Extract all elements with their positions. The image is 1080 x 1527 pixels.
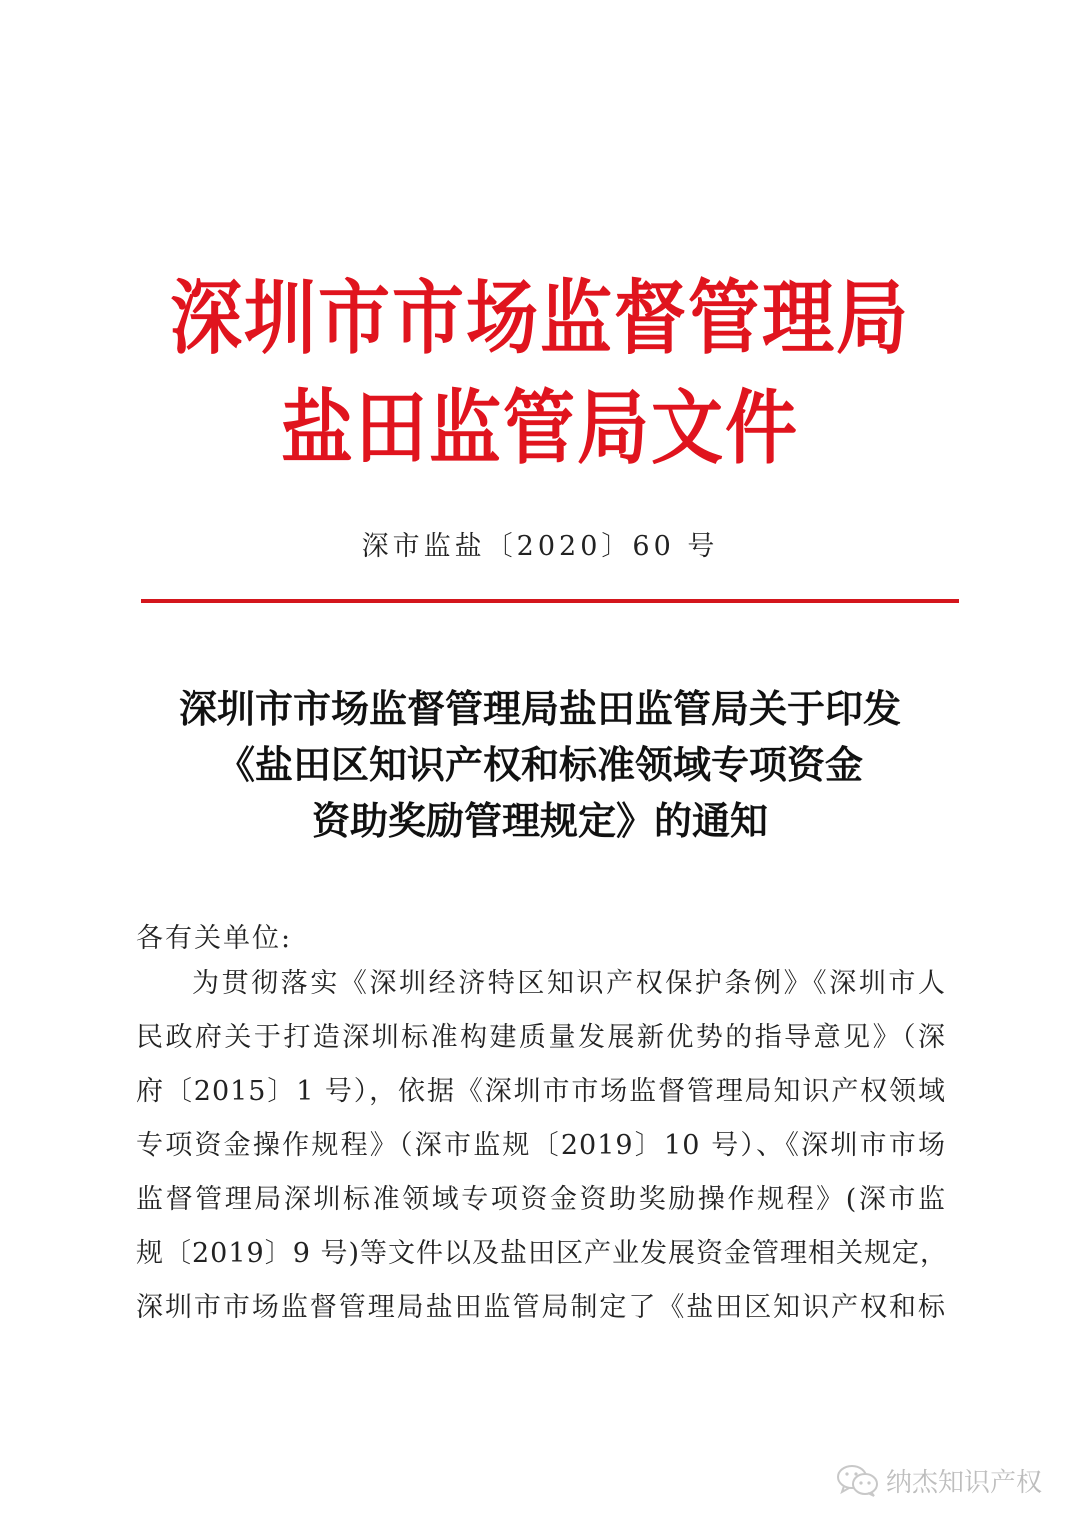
body-line: 为贯彻落实《深圳经济特区知识产权保护条例》《深圳市人 [192, 968, 946, 999]
body-line: 监督管理局深圳标准领域专项资金资助奖励操作规程》(深市监 [136, 1184, 946, 1215]
red-divider [141, 599, 959, 603]
wechat-icon [836, 1464, 880, 1498]
document-number: 深市监盐〔2020〕60 号 [361, 531, 719, 562]
title-line-1: 深圳市市场监督管理局盐田监管局关于印发 [178, 686, 901, 731]
watermark [836, 1462, 1042, 1499]
salutation: 各有关单位: [136, 923, 293, 954]
body-line: 民政府关于打造深圳标准构建质量发展新优势的指导意见》（深 [136, 1022, 946, 1053]
title-line-2: 《盐田区知识产权和标准领域专项资金 [216, 742, 863, 787]
body-line: 专项资金操作规程》（深市监规〔2019〕10 号）、《深圳市市场 [136, 1130, 946, 1161]
body-line: 深圳市市场监督管理局盐田监管局制定了《盐田区知识产权和标 [136, 1292, 946, 1323]
title-line-3: 资助奖励管理规定》的通知 [311, 798, 768, 843]
masthead-line-2: 盐田监管局文件 [280, 379, 799, 476]
body-line: 府〔2015〕1 号），依据《深圳市市场监督管理局知识产权领域 [136, 1076, 946, 1107]
masthead-line-1: 深圳市市场监督管理局 [169, 269, 910, 366]
body-line: 规〔2019〕9 号)等文件以及盐田区产业发展资金管理相关规定， [136, 1238, 949, 1269]
watermark-text: 纳杰知识产权 [886, 1468, 1043, 1498]
